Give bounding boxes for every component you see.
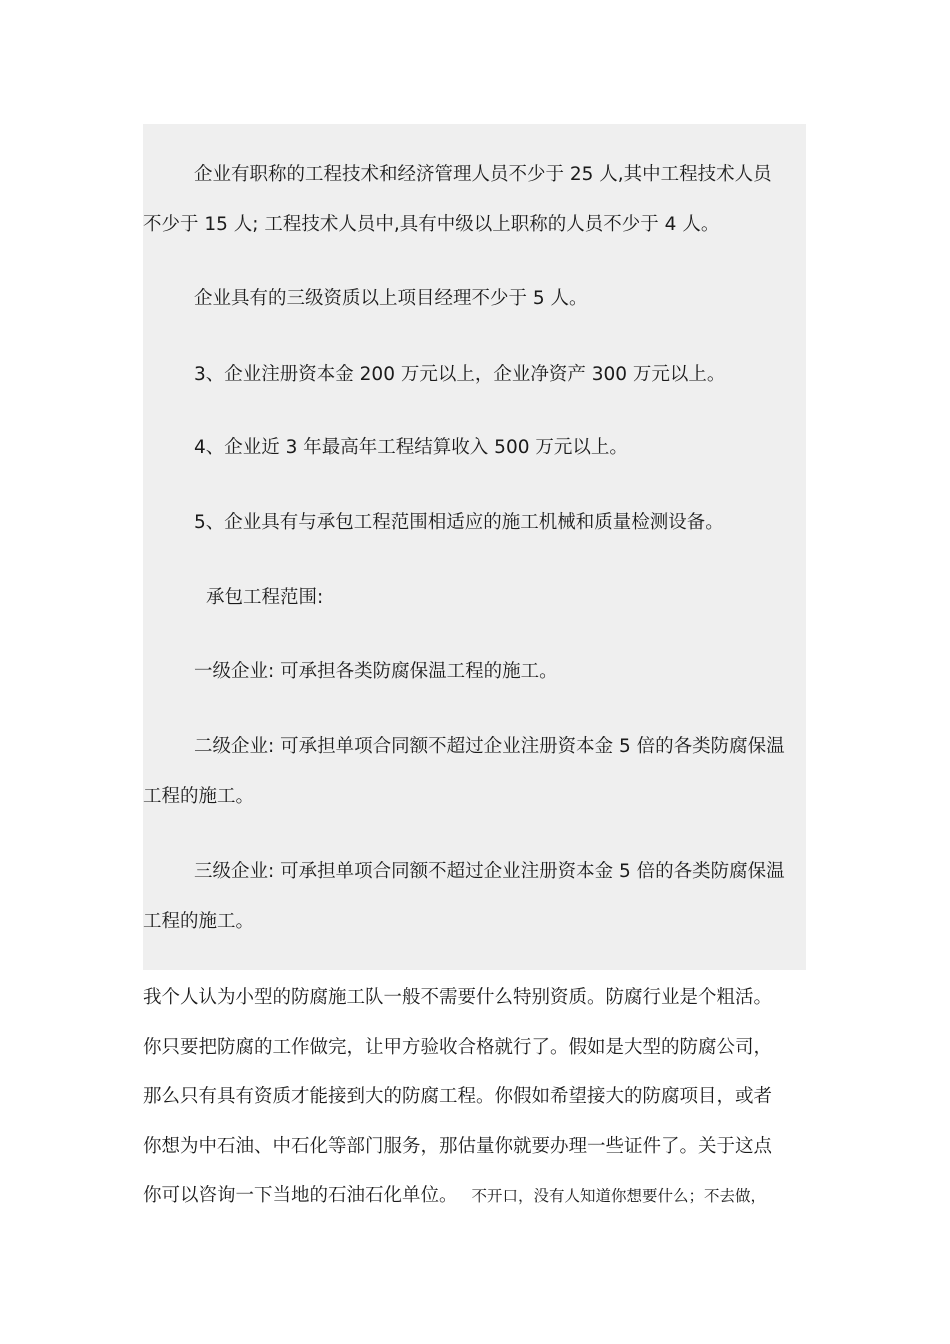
text-line: 工程的施工。 <box>143 911 255 932</box>
text-line: 你只要把防腐的工作做完，让甲方验收合格就行了。假如是大型的防腐公司， <box>143 1036 773 1058</box>
text-line-last <box>143 1171 808 1222</box>
paragraph-grade-three-cont <box>143 897 806 947</box>
text-segment: 你可以咨询一下当地的石油石化单位。 <box>143 1185 458 1206</box>
text-line: 我个人认为小型的防腐施工队一般不需要什么特别资质。防腐行业是个粗活。 <box>143 987 773 1008</box>
closing-quote-text: 不开口，没有人知道你想要什么；不去做， <box>471 1187 767 1205</box>
text-line: 工程的施工。 <box>143 786 255 807</box>
text-line: 那么只有具有资质才能接到大的防腐工程。你假如希望接大的防腐项目，或者 <box>143 1086 773 1107</box>
text-line: 5、企业具有与承包工程范围相适应的施工机械和质量检测设备。 <box>194 512 724 533</box>
paragraph-grade-one <box>143 647 806 697</box>
opinion-paragraph <box>143 973 808 1222</box>
text-line: 一级企业: 可承担各类防腐保温工程的施工。 <box>194 661 558 682</box>
text-line: 企业具有的三级资质以上项目经理不少于 5 人。 <box>194 288 588 309</box>
paragraph-staff-requirement <box>143 150 806 200</box>
text-line: 三级企业: 可承担单项合同额不超过企业注册资本金 5 倍的各类防腐保温 <box>194 861 785 882</box>
paragraph-scope-heading <box>143 573 806 623</box>
text-line: 二级企业: 可承担单项合同额不超过企业注册资本金 5 倍的各类防腐保温 <box>194 736 785 757</box>
text-line: 企业有职称的工程技术和经济管理人员不少于 25 人,其中工程技术人员 <box>194 164 772 185</box>
paragraph-grade-three <box>143 847 806 897</box>
paragraph-staff-requirement-cont <box>143 200 806 250</box>
paragraph-grade-two <box>143 722 806 772</box>
qualification-requirements-block <box>143 124 806 970</box>
text-line: 4、企业近 3 年最高年工程结算收入 500 万元以上。 <box>194 437 628 458</box>
paragraph-grade-two-cont <box>143 772 806 822</box>
paragraph-annual-revenue <box>143 423 806 473</box>
text-line: 你想为中石油、中石化等部门服务，那估量你就要办理一些证件了。关于这点 <box>143 1135 773 1157</box>
paragraph-equipment <box>143 498 806 548</box>
paragraph-project-manager <box>143 274 806 324</box>
text-line: 3、企业注册资本金 200 万元以上，企业净资产 300 万元以上。 <box>194 364 726 385</box>
paragraph-registered-capital <box>143 350 806 400</box>
text-line: 不少于 15 人; 工程技术人员中,具有中级以上职称的人员不少于 4 人。 <box>143 214 720 235</box>
text-line: 承包工程范围: <box>206 587 324 608</box>
